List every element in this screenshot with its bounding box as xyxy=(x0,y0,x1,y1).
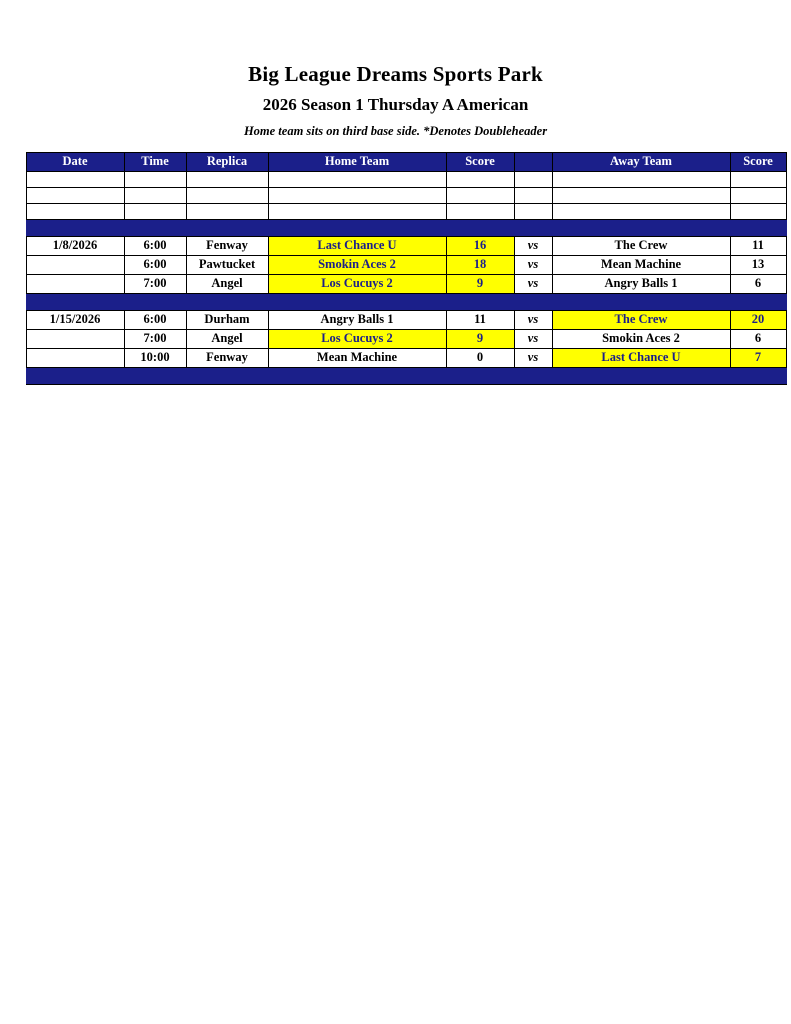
blank-cell xyxy=(268,187,446,203)
schedule-table-wrap xyxy=(26,152,773,385)
cell-away-score: 20 xyxy=(730,310,786,329)
cell-date xyxy=(26,348,124,367)
cell-vs-label: vs xyxy=(514,310,552,329)
column-header-time: Time xyxy=(124,152,186,171)
blank-cell xyxy=(124,203,186,219)
blank-cell xyxy=(446,203,514,219)
cell-home-score: 16 xyxy=(446,236,514,255)
blank-cell xyxy=(514,187,552,203)
cell-home-score: 9 xyxy=(446,329,514,348)
cell-away-score: 6 xyxy=(730,274,786,293)
table-row xyxy=(26,310,786,329)
table-row-separator xyxy=(26,219,786,236)
cell-replica: Fenway xyxy=(186,236,268,255)
blank-cell xyxy=(514,203,552,219)
cell-date xyxy=(26,329,124,348)
cell-vs-label: vs xyxy=(514,274,552,293)
cell-away-score: 13 xyxy=(730,255,786,274)
cell-home-score: 11 xyxy=(446,310,514,329)
cell-away-team: Smokin Aces 2 xyxy=(552,329,730,348)
blank-cell xyxy=(186,171,268,187)
separator-bar xyxy=(26,367,786,384)
cell-replica: Angel xyxy=(186,274,268,293)
cell-date xyxy=(26,255,124,274)
cell-home-score: 0 xyxy=(446,348,514,367)
cell-away-team: The Crew xyxy=(552,236,730,255)
blank-cell xyxy=(26,171,124,187)
cell-replica: Pawtucket xyxy=(186,255,268,274)
blank-cell xyxy=(26,187,124,203)
table-row-separator xyxy=(26,293,786,310)
cell-home-team: Smokin Aces 2 xyxy=(268,255,446,274)
cell-vs-label: vs xyxy=(514,255,552,274)
cell-time: 6:00 xyxy=(124,236,186,255)
separator-bar xyxy=(26,219,786,236)
blank-cell xyxy=(446,187,514,203)
table-row-blank xyxy=(26,187,786,203)
blank-cell xyxy=(186,187,268,203)
table-row xyxy=(26,236,786,255)
cell-time: 10:00 xyxy=(124,348,186,367)
cell-time: 7:00 xyxy=(124,274,186,293)
page-note: Home team sits on third base side. *Denotes Doubleheader xyxy=(243,123,548,138)
blank-cell xyxy=(446,171,514,187)
cell-away-score: 6 xyxy=(730,329,786,348)
column-header-replica: Replica xyxy=(186,152,268,171)
blank-cell xyxy=(730,171,786,187)
column-header-home-score: Score xyxy=(446,152,514,171)
table-row-blank xyxy=(26,203,786,219)
cell-date xyxy=(26,274,124,293)
blank-cell xyxy=(552,187,730,203)
cell-home-score: 9 xyxy=(446,274,514,293)
separator-bar xyxy=(26,293,786,310)
table-row xyxy=(26,274,786,293)
page-subtitle: 2026 Season 1 Thursday A American xyxy=(262,95,529,115)
cell-replica: Angel xyxy=(186,329,268,348)
blank-cell xyxy=(268,171,446,187)
cell-time: 6:00 xyxy=(124,255,186,274)
blank-cell xyxy=(730,203,786,219)
table-row xyxy=(26,348,786,367)
cell-vs-label: vs xyxy=(514,236,552,255)
cell-away-team: Angry Balls 1 xyxy=(552,274,730,293)
title-block xyxy=(0,0,791,139)
table-body xyxy=(26,171,786,384)
cell-away-score: 7 xyxy=(730,348,786,367)
header-row xyxy=(26,152,786,171)
cell-away-team: The Crew xyxy=(552,310,730,329)
column-header-away-team: Away Team xyxy=(552,152,730,171)
table-row xyxy=(26,255,786,274)
cell-home-team: Los Cucuys 2 xyxy=(268,329,446,348)
blank-cell xyxy=(268,203,446,219)
cell-home-team: Angry Balls 1 xyxy=(268,310,446,329)
column-header-home-team: Home Team xyxy=(268,152,446,171)
column-header-away-score: Score xyxy=(730,152,786,171)
cell-time: 6:00 xyxy=(124,310,186,329)
blank-cell xyxy=(552,171,730,187)
cell-away-team: Last Chance U xyxy=(552,348,730,367)
cell-vs-label: vs xyxy=(514,348,552,367)
cell-away-team: Mean Machine xyxy=(552,255,730,274)
cell-date: 1/15/2026 xyxy=(26,310,124,329)
cell-home-score: 18 xyxy=(446,255,514,274)
blank-cell xyxy=(730,187,786,203)
blank-cell xyxy=(124,171,186,187)
table-row-blank xyxy=(26,171,786,187)
blank-cell xyxy=(26,203,124,219)
blank-cell xyxy=(124,187,186,203)
cell-vs-label: vs xyxy=(514,329,552,348)
cell-replica: Durham xyxy=(186,310,268,329)
page-title: Big League Dreams Sports Park xyxy=(248,62,543,86)
cell-home-team: Last Chance U xyxy=(268,236,446,255)
column-header-date: Date xyxy=(26,152,124,171)
cell-time: 7:00 xyxy=(124,329,186,348)
schedule-table xyxy=(26,152,787,385)
blank-cell xyxy=(514,171,552,187)
column-header-vs xyxy=(514,152,552,171)
cell-replica: Fenway xyxy=(186,348,268,367)
blank-cell xyxy=(552,203,730,219)
blank-cell xyxy=(186,203,268,219)
table-row-separator xyxy=(26,367,786,384)
cell-date: 1/8/2026 xyxy=(26,236,124,255)
cell-away-score: 11 xyxy=(730,236,786,255)
table-row xyxy=(26,329,786,348)
table-header xyxy=(26,152,786,171)
cell-home-team: Mean Machine xyxy=(268,348,446,367)
cell-home-team: Los Cucuys 2 xyxy=(268,274,446,293)
